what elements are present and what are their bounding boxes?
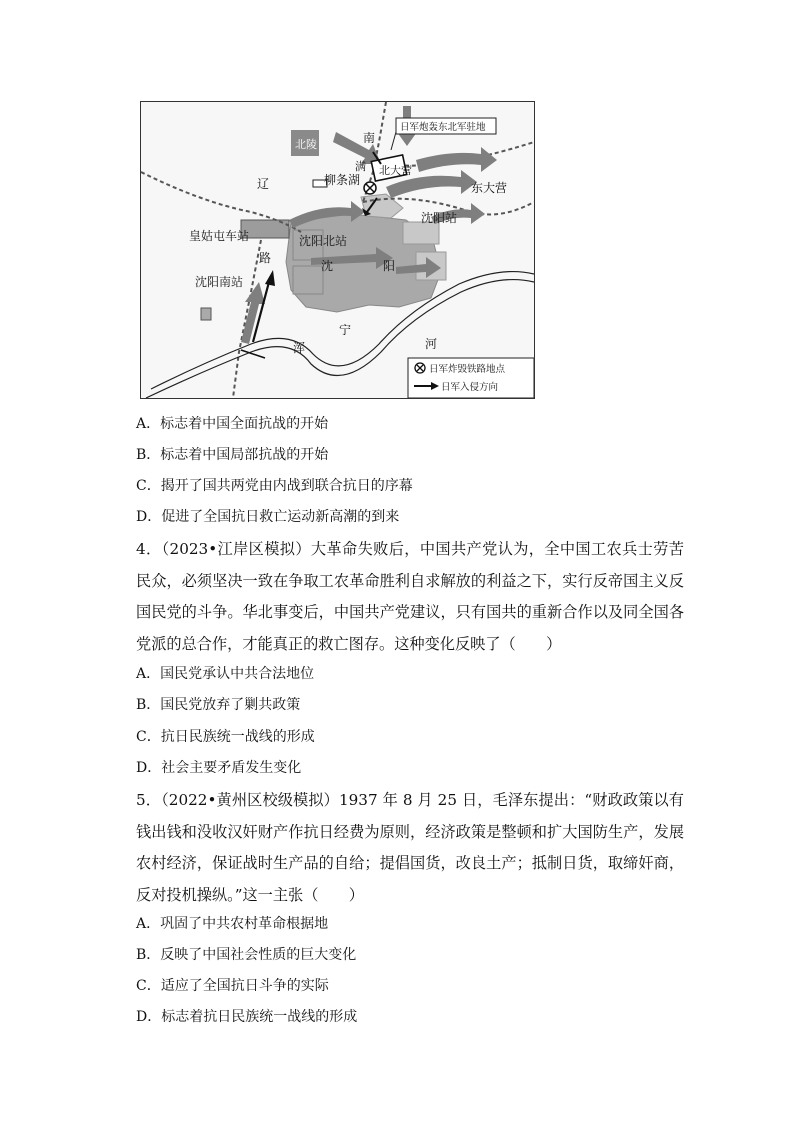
label-liao: 辽	[257, 177, 270, 191]
q3-option-c	[136, 476, 413, 496]
label-nan: 南	[363, 131, 376, 145]
label-shenyang-station: 沈阳站	[421, 211, 458, 225]
label-yang: 阳	[383, 259, 396, 273]
label-beidaying: 北大营	[379, 164, 412, 177]
q5-option-c-letter: C．	[136, 978, 161, 994]
label-he: 河	[425, 337, 438, 351]
legend-invasion-label: 日军入侵方向	[441, 382, 499, 393]
q4-option-d-letter: D．	[136, 760, 162, 776]
q5-option-b	[136, 945, 356, 965]
label-huanggutun-station: 皇姑屯车站	[189, 229, 250, 243]
q3-option-b	[136, 445, 328, 465]
legend-sabotage-label: 日军炸毁铁路地点	[429, 364, 506, 375]
callout-text: 日军炮轰东北军驻地	[400, 122, 486, 133]
q4-option-b-text: 国民党放弃了剿共政策	[160, 697, 301, 713]
question-5-stem	[136, 785, 684, 911]
label-beiling: 北陵	[295, 138, 317, 151]
label-dongdaying: 东大营	[471, 181, 508, 195]
q4-option-b	[136, 695, 300, 715]
q4-option-b-letter: B．	[136, 697, 161, 713]
q5-option-c	[136, 976, 329, 996]
label-hun: 浑	[293, 341, 306, 355]
q4-option-d	[136, 758, 301, 778]
q5-option-d-text: 标志着抗日民族统一战线的形成	[161, 1009, 358, 1025]
question-5-text: 5．（2022•黄州区校级模拟）1937 年 8 月 25 日，毛泽东提出：“财政政策以有钱出钱和没收汉奸财产作抗日经费为原则，经济政策是整顿和扩大国防生产，发展农村经济，保证战时生产品的自给；提倡国货，改良土产；抵制日货，取缔奸商，反对投机操纵。”这一主张（ ）	[136, 791, 684, 904]
q5-option-d	[136, 1007, 357, 1027]
q3-option-d-letter: D．	[136, 509, 162, 525]
label-shenyang-south-station: 沈阳南站	[195, 275, 244, 289]
q4-option-d-text: 社会主要矛盾发生变化	[161, 760, 302, 776]
question-4-text: 4．（2023•江岸区模拟）大革命失败后，中国共产党认为，全中国工农兵士劳苦民众，必须坚决一致在争取工农革命胜利自求解放的利益之下，实行反帝国主义反国民党的斗争。华北事变后，中国共产党建议，只有国共的重新合作以及同全国各党派的总合作，才能真正的救亡图存。这种变化反映了（ ）	[136, 540, 684, 653]
q3-option-d-text: 促进了全国抗日救亡运动新高潮的到来	[161, 509, 400, 525]
legend-sabotage-icon	[415, 363, 425, 373]
q3-option-a-letter: A．	[136, 416, 161, 432]
q4-option-a	[136, 664, 314, 684]
q3-option-a	[136, 414, 328, 434]
q5-option-a-text: 巩固了中共农村革命根据地	[160, 916, 329, 932]
q5-option-d-letter: D．	[136, 1009, 162, 1025]
q3-option-a-text: 标志着中国全面抗战的开始	[160, 416, 329, 432]
historical-map-mukden	[140, 101, 535, 399]
q5-option-c-text: 适应了全国抗日斗争的实际	[160, 978, 329, 994]
label-man: 满	[355, 160, 366, 173]
label-shen: 沈	[321, 259, 334, 273]
q5-option-b-text: 反映了中国社会性质的巨大变化	[160, 947, 357, 963]
label-lu: 路	[259, 251, 272, 265]
q4-option-a-text: 国民党承认中共合法地位	[160, 666, 315, 682]
q4-option-a-letter: A．	[136, 666, 161, 682]
q4-option-c-letter: C．	[136, 729, 161, 745]
q3-option-c-letter: C．	[136, 478, 161, 494]
sabotage-site-icon	[364, 182, 376, 194]
q3-option-b-text: 标志着中国局部抗战的开始	[160, 447, 329, 463]
q5-option-a	[136, 914, 328, 934]
q4-option-c-text: 抗日民族统一战线的形成	[160, 729, 315, 745]
map-graphic	[141, 102, 534, 398]
q4-option-c	[136, 727, 315, 747]
label-ning: 宁	[339, 323, 352, 337]
label-liutiaohu: 柳条湖	[324, 173, 361, 187]
q3-option-b-letter: B．	[136, 447, 161, 463]
question-4-stem	[136, 534, 684, 660]
q5-option-b-letter: B．	[136, 947, 161, 963]
q5-option-a-letter: A．	[136, 916, 161, 932]
label-shenyang-north-station: 沈阳北站	[299, 234, 348, 248]
q3-option-d	[136, 507, 399, 527]
q3-option-c-text: 揭开了国共两党由内战到联合抗日的序幕	[160, 478, 413, 494]
